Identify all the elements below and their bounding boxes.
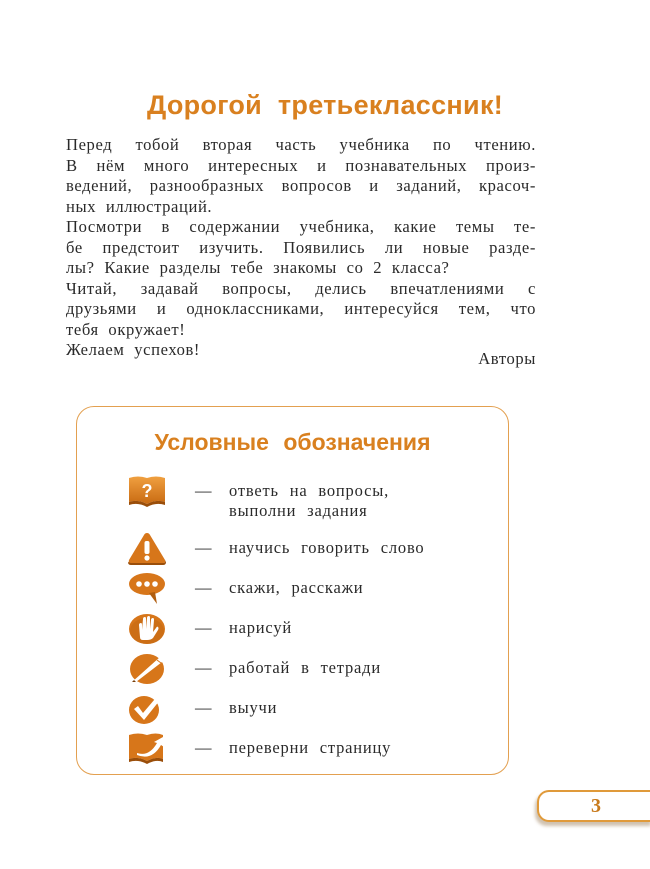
legend-item [127,730,391,766]
letter-line: Перед тобой вторая часть учебника по чтению. [66,135,536,154]
legend-panel [76,406,509,775]
legend-item [127,570,363,606]
legend-dash: — [195,658,212,677]
legend-text: выучи [229,698,278,717]
letter-line: ных иллюстраций. [66,196,213,216]
page-number-tab [537,790,650,822]
warning-triangle-icon [127,530,167,566]
letter-line: тебя окружает! [66,319,186,339]
checkmark-icon [127,690,167,726]
question-book-icon [127,473,167,509]
legend-text-line: выполни задания [229,501,368,520]
legend-dash: — [195,538,212,557]
legend-text: скажи, расскажи [229,578,364,597]
legend-text: переверни страницу [229,738,392,757]
legend-item [127,650,381,686]
letter-line: бе предстоит изучить. Появились ли новые разде- [66,237,536,257]
letter-line: ведений, разнообразных вопросов и заданий, красоч- [66,176,536,195]
svg-text:?: ? [141,481,153,501]
legend-text: работай в тетради [229,658,381,677]
legend-dash: — [195,738,212,757]
letter-line: Посмотри в содержании учебника, какие темы те- [66,217,536,236]
legend-text: научись говорить слово [229,538,425,557]
legend-dash: — [195,618,212,637]
legend-item [127,690,277,726]
hand-icon [127,610,167,646]
turn-page-icon [127,730,167,766]
legend-item [127,530,424,566]
legend-dash: — [195,578,212,597]
legend-dash: — [195,698,212,717]
signature: Авторы [478,349,536,368]
legend-text [229,473,389,521]
legend-text-line: ответь на вопросы, [229,481,390,500]
legend-item [127,610,292,646]
letter-line: Читай, задавай вопросы, делись впечатлениями с [66,278,536,298]
speech-bubble-icon [127,570,167,606]
legend-text: нарисуй [229,618,293,637]
legend-title: Условные обозначения [154,429,431,455]
letter-line: В нём много интересных и познавательных произ- [66,155,536,175]
letter-body [66,135,536,361]
letter-line: Желаем успехов! [66,340,201,359]
page-number: 3 [591,794,601,817]
pen-icon [127,650,167,686]
legend-dash: — [195,481,212,500]
letter-line: друзьями и одноклассниками, интересуйся тем, что [66,299,536,318]
page-title: Дорогой третьеклассник! [146,90,504,120]
legend-item [127,473,390,520]
letter-line: лы? Какие разделы тебе знакомы со 2 класса? [66,258,450,277]
